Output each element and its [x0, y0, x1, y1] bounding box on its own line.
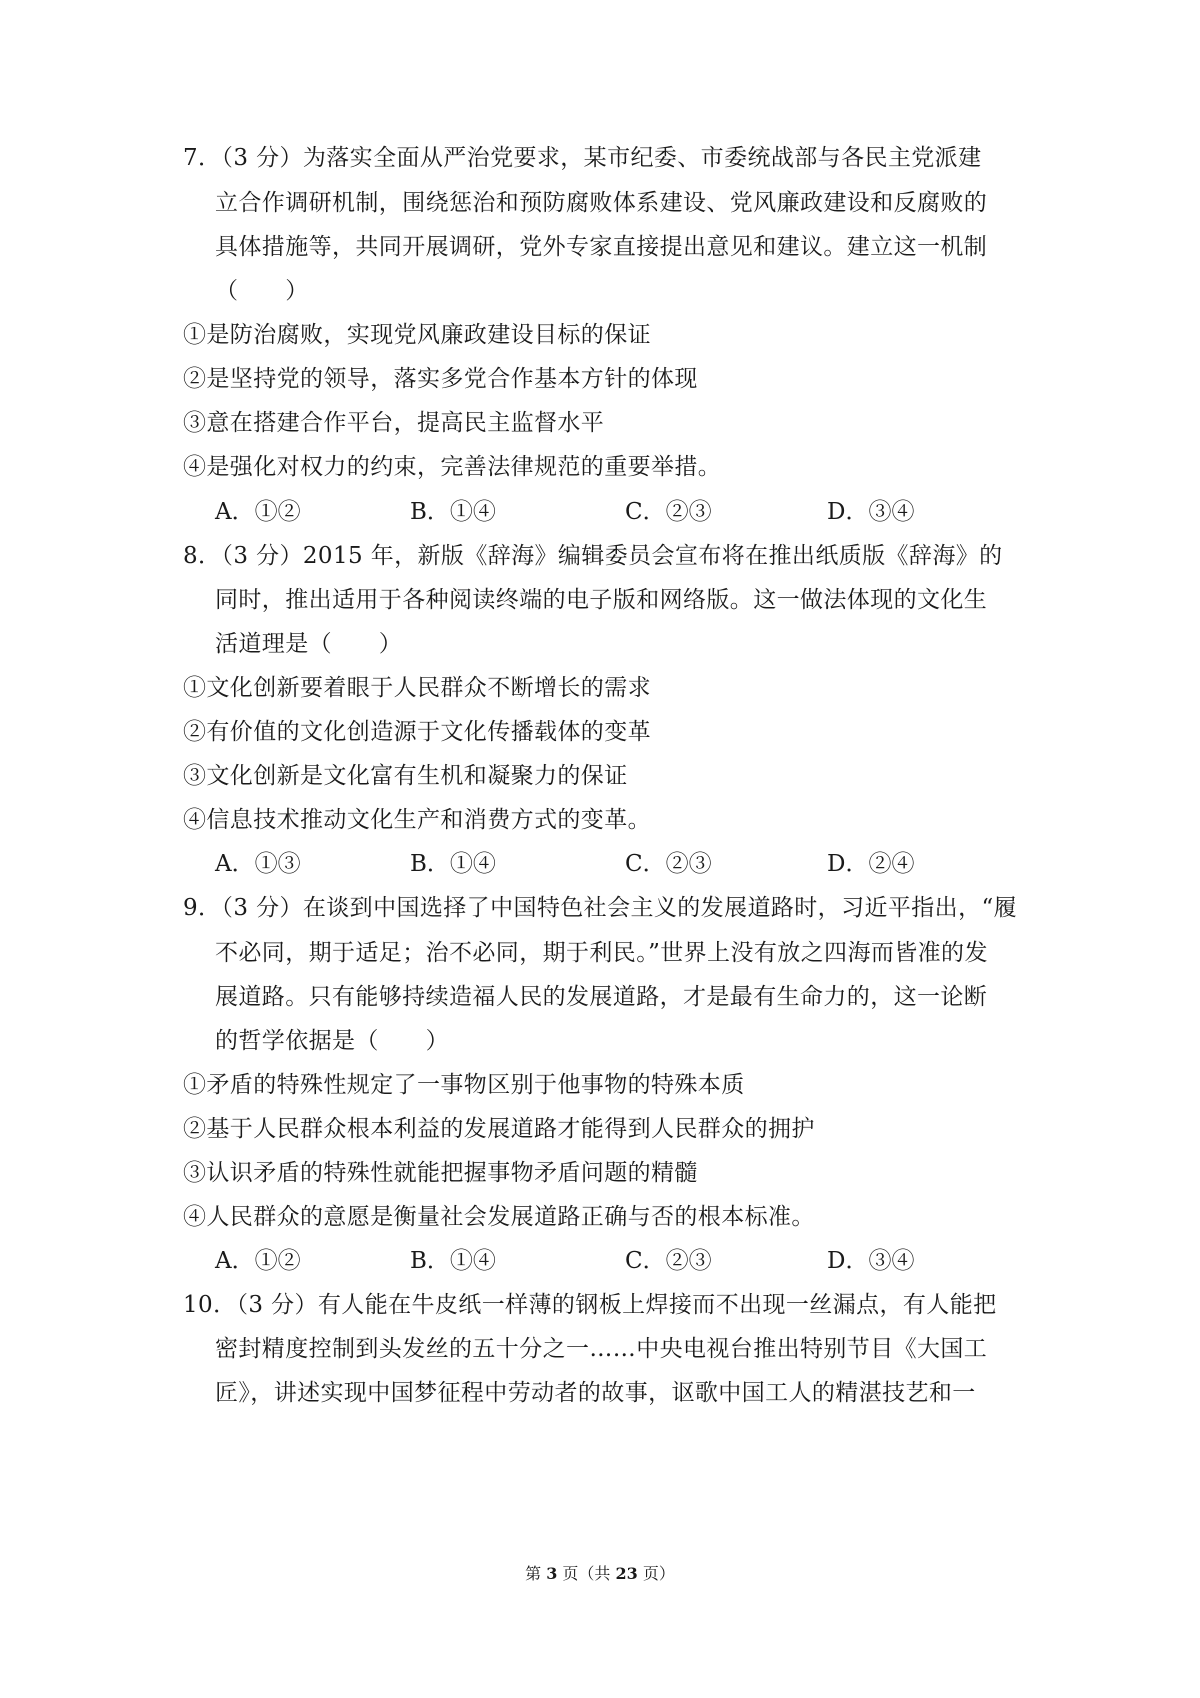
footer-middle: 页（共 — [562, 1564, 611, 1583]
page-footer — [0, 1563, 1200, 1585]
q10-stem-line-3: 匠》，讲述实现中国梦征程中劳动者的故事，讴歌中国工人的精湛技艺和一 — [215, 1380, 976, 1406]
q7-stem-line-3: 具体措施等，共同开展调研，党外专家直接提出意见和建议。建立这一机制 — [215, 234, 988, 260]
q8-choice-c: C．②③ — [625, 851, 712, 877]
q7-stem-line-2: 立合作调研机制，围绕惩治和预防腐败体系建设、党风廉政建设和反腐败的 — [215, 190, 988, 216]
q9-choice-a: A．①② — [215, 1248, 301, 1274]
q8-stem-line-1: 8．（3 分）2015 年，新版《辞海》编辑委员会宣布将在推出纸质版《辞海》的 — [183, 543, 1003, 569]
q9-statement-4: ④人民群众的意愿是衡量社会发展道路正确与否的根本标准。 — [183, 1204, 815, 1230]
q8-stem-line-3: 活道理是（ ） — [215, 631, 403, 657]
q9-stem-line-1: 9．（3 分）在谈到中国选择了中国特色社会主义的发展道路时，习近平指出，“履 — [183, 895, 1018, 921]
q9-choices — [215, 1245, 975, 1277]
q9-statement-3: ③认识矛盾的特殊性就能把握事物矛盾问题的精髓 — [183, 1160, 698, 1186]
q9-choice-b: B．①④ — [410, 1248, 496, 1274]
q9-stem-line-3: 展道路。只有能够持续造福人民的发展道路，才是最有生命力的，这一论断 — [215, 984, 988, 1010]
q7-statement-4: ④是强化对权力的约束，完善法律规范的重要举措。 — [183, 454, 722, 480]
q9-stem-line-4: 的哲学依据是（ ） — [215, 1028, 449, 1054]
q8-statement-4: ④信息技术推动文化生产和消费方式的变革。 — [183, 807, 651, 833]
q7-statement-1: ①是防治腐败，实现党风廉政建设目标的保证 — [183, 322, 651, 348]
q7-choice-d: D．③④ — [827, 499, 915, 525]
q7-choice-c: C．②③ — [625, 499, 712, 525]
q7-choices — [215, 496, 975, 528]
q8-statement-1: ①文化创新要着眼于人民群众不断增长的需求 — [183, 675, 651, 701]
footer-suffix: 页） — [642, 1564, 675, 1583]
q7-choice-a: A．①② — [215, 499, 301, 525]
q8-choice-b: B．①④ — [410, 851, 496, 877]
q7-stem-line-1: 7．（3 分）为落实全面从严治党要求，某市纪委、市委统战部与各民主党派建 — [183, 145, 982, 171]
q7-choice-b: B．①④ — [410, 499, 496, 525]
q9-stem-line-2: 不必同，期于适足；治不必同，期于利民。”世界上没有放之四海而皆准的发 — [215, 940, 988, 966]
q8-statement-2: ②有价值的文化创造源于文化传播载体的变革 — [183, 719, 651, 745]
q10-stem-line-1: 10．（3 分）有人能在牛皮纸一样薄的钢板上焊接而不出现一丝漏点，有人能把 — [183, 1292, 997, 1318]
footer-total-pages: 23 — [615, 1564, 638, 1583]
q9-choice-c: C．②③ — [625, 1248, 712, 1274]
q9-choice-d: D．③④ — [827, 1248, 915, 1274]
footer-page-number: 3 — [546, 1564, 558, 1583]
q9-statement-2: ②基于人民群众根本利益的发展道路才能得到人民群众的拥护 — [183, 1116, 815, 1142]
q8-statement-3: ③文化创新是文化富有生机和凝聚力的保证 — [183, 763, 628, 789]
q8-choices — [215, 848, 975, 880]
q8-choice-a: A．①③ — [215, 851, 301, 877]
q7-answer-blank: （ ） — [215, 278, 309, 304]
q10-stem-line-2: 密封精度控制到头发丝的五十分之一……中央电视台推出特别节目《大国工 — [215, 1336, 988, 1362]
footer-prefix: 第 — [525, 1564, 542, 1583]
q7-statement-2: ②是坚持党的领导，落实多党合作基本方针的体现 — [183, 366, 698, 392]
q8-choice-d: D．②④ — [827, 851, 915, 877]
q7-statement-3: ③意在搭建合作平台，提高民主监督水平 — [183, 410, 605, 436]
q8-stem-line-2: 同时，推出适用于各种阅读终端的电子版和网络版。这一做法体现的文化生 — [215, 587, 988, 613]
q9-statement-1: ①矛盾的特殊性规定了一事物区别于他事物的特殊本质 — [183, 1072, 745, 1098]
